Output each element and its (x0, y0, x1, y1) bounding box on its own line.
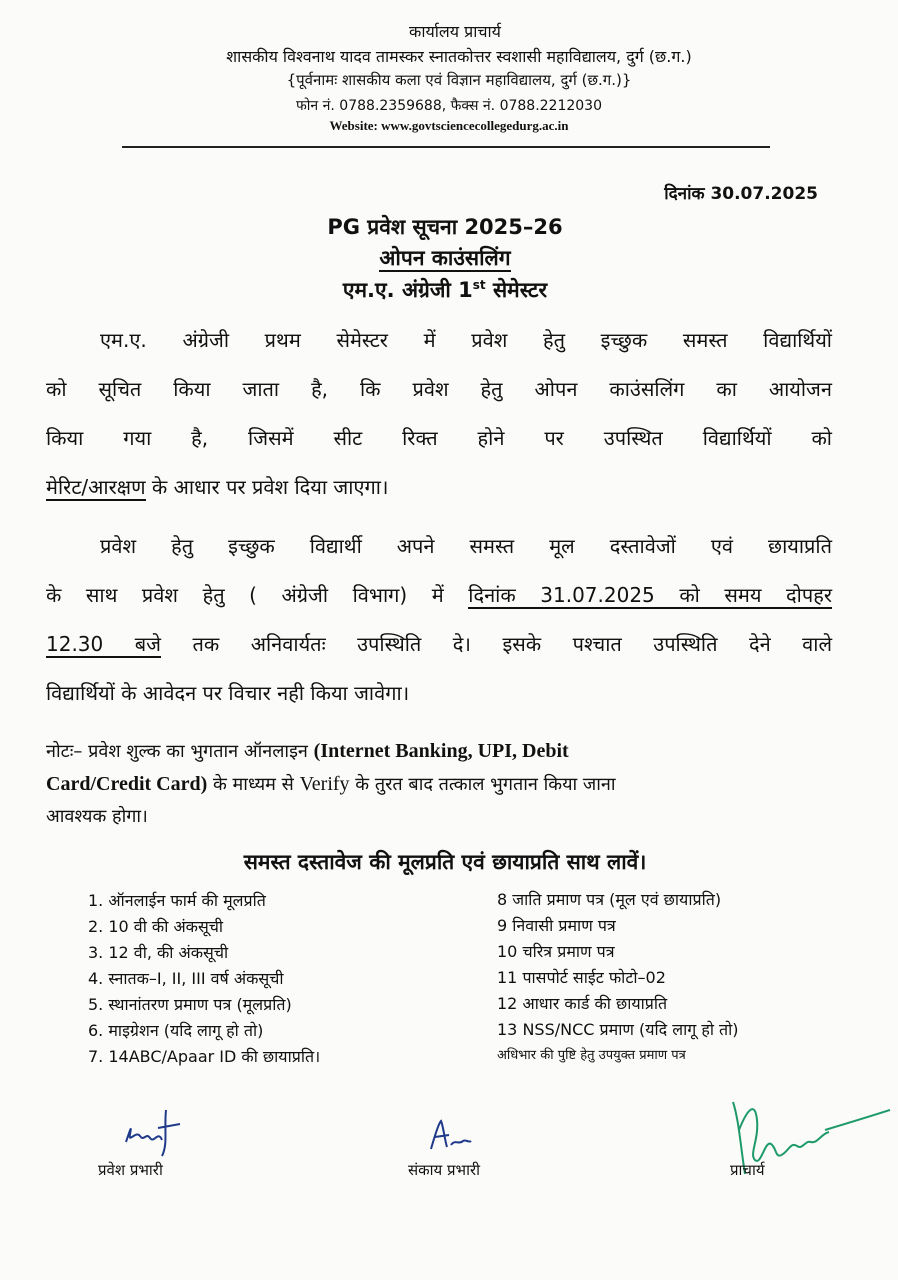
contact-line: फोन नं. 0788.2359688, फैक्स नं. 0788.2212030 (296, 98, 602, 114)
documents-list-right (497, 887, 739, 1069)
open-counselling-label: ओपन काउंसलिंग (379, 246, 511, 270)
list-footnote: अधिभार की पुष्टि हेतु उपयुक्त प्रमाण पत्र (497, 1048, 686, 1063)
list-item: 7. 14ABC/Apaar ID की छायाप्रति। (88, 1047, 321, 1066)
list-item: 9 निवासी प्रमाण पत्र (497, 916, 616, 935)
course-title: एम.ए. अंग्रेजी 1st सेमेस्टर (342, 278, 548, 302)
documents-heading: समस्त दस्तावेज की मूलप्रति एवं छायाप्रति साथ लावें। (243, 850, 647, 874)
list-item: 2. 10 वी की अंकसूची (88, 917, 224, 936)
paragraph-2: प्रवेश हेतु इच्छुक विद्यार्थी अपने समस्त मूल दस्तावेजों एवं छायाप्रति के साथ प्रवेश हेतु ( अंग्रेजी विभाग) में दिनांक 31.07.2025 को समय दोपहर 12.30 बजे तक अनिवार्यतः उपस्थिति दे। इसके पश्चात उपस्थिति देने वाले विद्यार्थियों के आवेदन पर विचार नही किया जावेगा। (46, 534, 833, 705)
header-divider (122, 146, 770, 148)
college-name: शासकीय विश्वनाथ यादव तामस्कर स्नातकोत्तर स्वशासी महाविद्यालय, दुर्ग (छ.ग.) (226, 47, 692, 66)
list-item: 3. 12 वी, की अंकसूची (88, 943, 229, 962)
list-item: 5. स्थानांतरण प्रमाण पत्र (मूलप्रति) (88, 995, 292, 1014)
list-item: 1. ऑनलाईन फार्म की मूलप्रति (88, 891, 266, 910)
list-item: 12 आधार कार्ड की छायाप्रति (497, 994, 668, 1013)
payment-note: नोटः– प्रवेश शुल्क का भुगतान ऑनलाइन (Internet Banking, UPI, Debit Card/Credit Card) के माध्यम से Verify के तुरत बाद तत्काल भुगतान किया जाना आवश्यक होगा। (46, 740, 616, 827)
notice-date: दिनांक 30.07.2025 (664, 184, 818, 204)
list-item: 6. माइग्रेशन (यदि लागू हो तो) (88, 1021, 264, 1040)
list-item: 4. स्नातक–I, II, III वर्ष अंकसूची (88, 969, 284, 988)
list-item: 8 जाति प्रमाण पत्र (मूल एवं छायाप्रति) (497, 890, 722, 909)
admission-incharge-signature (118, 1100, 198, 1160)
faculty-incharge-label: संकाय प्रभारी (408, 1161, 480, 1179)
former-name: {पूर्वनामः शासकीय कला एवं विज्ञान महाविद्यालय, दुर्ग (छ.ग.)} (286, 71, 632, 89)
faculty-incharge-signature (425, 1115, 475, 1155)
admission-incharge-label: प्रवेश प्रभारी (98, 1161, 163, 1179)
list-item: 13 NSS/NCC प्रमाण (यदि लागू हो तो) (497, 1020, 739, 1039)
paragraph-1: एम.ए. अंग्रेजी प्रथम सेमेस्टर में प्रवेश हेतु इच्छुक समस्त विद्यार्थियों को सूचित किया जाता है, कि प्रवेश हेतु ओपन काउंसलिंग का आयोजन किया गया है, जिसमें सीट रिक्त होने पर उपस्थित विद्यार्थियों को मेरिट/आरक्षण के आधार पर प्रवेश दिया जाएगा। (46, 328, 832, 499)
list-item: 10 चरित्र प्रमाण पत्र (497, 942, 615, 961)
list-item: 11 पासपोर्ट साईट फोटो–02 (497, 968, 666, 987)
office-heading: कार्यालय प्राचार्य (409, 22, 501, 41)
website-line: Website: www.govtsciencecollegedurg.ac.in (329, 118, 569, 133)
principal-label: प्राचार्य (730, 1161, 765, 1179)
documents-list-left (88, 888, 320, 1070)
notice-title: PG प्रवेश सूचना 2025–26 (327, 215, 563, 239)
notice-subtitle (0, 244, 894, 272)
